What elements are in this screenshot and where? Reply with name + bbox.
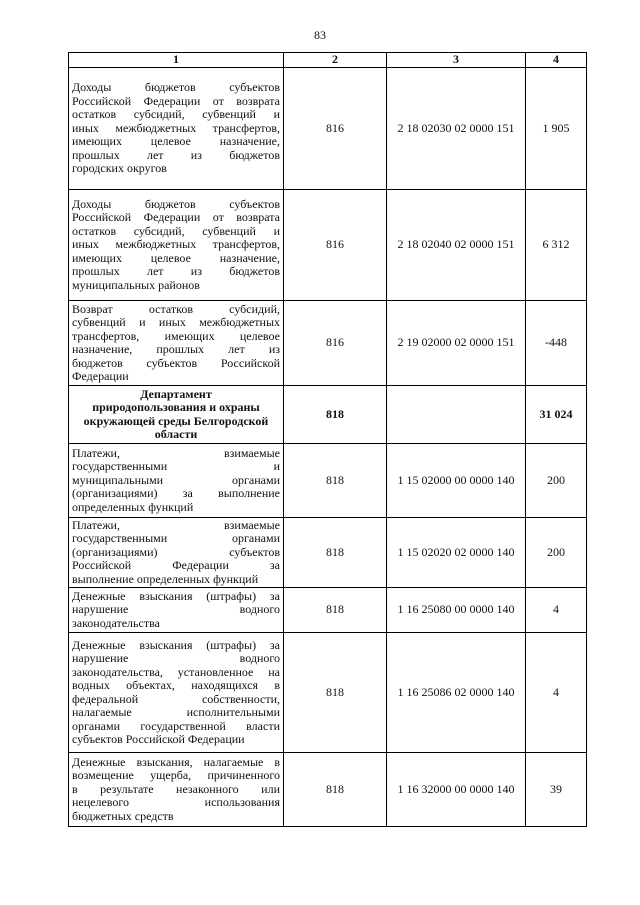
row-amount: 4 [526,588,587,633]
description-line: Платежи, взимаемые [72,517,280,532]
row-classification-code: 1 16 32000 00 0000 140 [387,753,526,827]
description-line: Денежные взыскания (штрафы) за [72,588,280,603]
description-line: прошлых лет из бюджетов [72,264,280,279]
description-line: Департамент [140,386,212,401]
description-line: бюджетных средств [72,808,174,823]
description-line: иных межбюджетных трансфертов, [72,120,280,135]
department-row [69,386,587,444]
row-description [69,518,284,588]
table-row [69,518,587,588]
description-line: возмещение ущерба, причиненного [72,768,280,783]
row-classification-code: 1 16 25080 00 0000 140 [387,588,526,633]
description-line: прошлых лет из бюджетов [72,147,280,162]
description-line: органами государственной власти [72,718,280,733]
description-line: Федерации [72,369,129,383]
description-line: законодательства [72,615,160,630]
row-classification-code: 2 18 02040 02 0000 151 [387,190,526,301]
description-line: Денежные взыскания, налагаемые в [72,754,280,769]
description-line: Доходы бюджетов субъектов [72,80,280,95]
description-line: иных межбюджетных трансфертов, [72,237,280,252]
description-line: области [154,427,198,441]
table-row [69,588,587,633]
description-line: налагаемые исполнительными [72,705,280,719]
row-amount: 200 [526,518,587,588]
header-col-4: 4 [526,53,587,68]
row-amount: 6 312 [526,190,587,301]
header-col-2: 2 [284,53,387,68]
description-line: Российской Федерации от возврата [72,93,280,108]
row-description [69,633,284,753]
description-line: государственными органами [72,531,280,546]
description-line: трансфертов, имеющих целевое [72,328,280,343]
description-line: остатков субсидий, субвенций и [72,223,280,238]
row-description [69,386,284,444]
table-row [69,68,587,190]
description-line: законодательства, установленное на [72,664,280,679]
header-col-3: 3 [387,53,526,68]
description-line: в результате незаконного или [72,781,280,796]
description-line: федеральной собственности, [72,691,280,706]
row-admin-code: 818 [284,386,387,444]
row-amount: 39 [526,753,587,827]
row-amount: 31 024 [526,386,587,444]
description-line: государственными и [72,459,280,474]
row-amount: -448 [526,301,587,386]
description-line: Платежи, взимаемые [72,445,280,460]
row-amount: 4 [526,633,587,753]
revenue-table [68,52,587,827]
row-classification-code: 1 15 02020 02 0000 140 [387,518,526,588]
description-line: субъектов Российской Федерации [72,732,245,746]
row-admin-code: 816 [284,190,387,301]
row-admin-code: 818 [284,633,387,753]
row-admin-code: 818 [284,588,387,633]
row-classification-code [387,386,526,444]
row-classification-code: 1 15 02000 00 0000 140 [387,444,526,518]
table-row [69,301,587,386]
table-body [69,68,587,827]
row-admin-code: 818 [284,444,387,518]
description-line: Возврат остатков субсидий, [72,301,280,316]
row-amount: 200 [526,444,587,518]
table-row [69,633,587,753]
description-line: бюджетов субъектов Российской [72,355,280,370]
description-line: окружающей среды Белгородской [83,413,269,428]
description-line: имеющих целевое назначение, [72,250,280,265]
description-line: определенных функций [72,499,194,514]
table-row [69,444,587,518]
description-line: назначение, прошлых лет из [72,342,280,356]
row-admin-code: 816 [284,68,387,190]
row-description [69,301,284,386]
description-line: имеющих целевое назначение, [72,134,280,149]
description-line: (организациями) за выполнение [72,486,280,501]
row-admin-code: 816 [284,301,387,386]
header-col-1: 1 [69,53,284,68]
table-row [69,190,587,301]
row-description [69,444,284,518]
row-classification-code: 1 16 25086 02 0000 140 [387,633,526,753]
description-line: (организациями) субъектов [72,544,280,559]
row-description [69,68,284,190]
table-row [69,753,587,827]
description-line: остатков субсидий, субвенций и [72,107,280,122]
description-line: нарушение водного [72,651,280,665]
row-admin-code: 818 [284,518,387,588]
description-line: муниципальных районов [72,277,200,292]
description-line: природопользования и охраны [92,400,260,414]
row-classification-code: 2 18 02030 02 0000 151 [387,68,526,190]
page-number: 83 [314,28,326,42]
row-description [69,588,284,633]
row-classification-code: 2 19 02000 02 0000 151 [387,301,526,386]
description-line: Российской Федерации от возврата [72,210,280,225]
row-description [69,753,284,827]
description-line: Денежные взыскания (штрафы) за [72,637,280,652]
description-line: Доходы бюджетов субъектов [72,196,280,211]
description-line: Российской Федерации за [72,558,280,573]
row-admin-code: 818 [284,753,387,827]
description-line: водных объектах, находящихся в [72,678,280,692]
description-line: муниципальными органами [72,472,280,487]
description-line: нарушение водного [72,602,280,617]
row-description [69,190,284,301]
description-line: нецелевого использования [72,795,280,810]
description-line: выполнение определенных функций [72,571,259,586]
description-line: субвенций и иных межбюджетных [72,315,280,329]
description-line: городских округов [72,161,167,176]
row-amount: 1 905 [526,68,587,190]
table-header-row [69,53,587,68]
